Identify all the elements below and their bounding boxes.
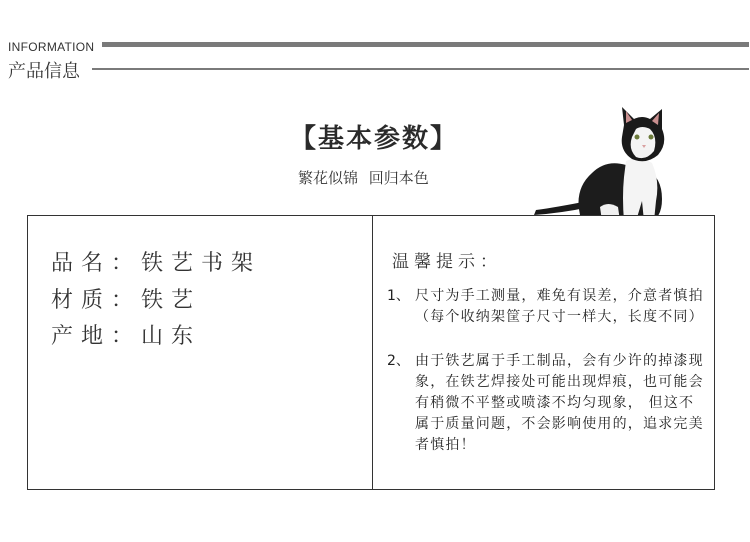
product-info-label: 产品信息	[8, 61, 80, 82]
spec-name	[51, 246, 261, 277]
tip-number: 1、	[387, 288, 410, 304]
spec-origin-value: 山东	[141, 324, 202, 349]
header-rule-thick	[102, 42, 749, 47]
information-label: INFORMATION	[8, 40, 95, 54]
spec-material	[51, 283, 201, 314]
spec-name-value: 铁艺书架	[141, 251, 262, 276]
spec-origin	[51, 319, 201, 350]
section-title: 【基本参数】	[290, 124, 459, 154]
tip-text: 尺寸为手工测量，难免有误差，介意者慎拍（每个收纳架筐子尺寸一样大，长度不同）	[415, 288, 704, 325]
tip-number: 2、	[387, 353, 410, 369]
spec-name-label: 品名：	[51, 251, 142, 276]
tip-item	[387, 351, 709, 456]
cat-image	[528, 103, 668, 228]
section-subtitle: 繁花似锦 回归本色	[298, 169, 429, 187]
box-divider	[372, 215, 373, 490]
tips-title: 温馨提示：	[392, 252, 502, 272]
spec-origin-label: 产地：	[51, 324, 142, 349]
header-rule-thin	[92, 68, 749, 70]
tip-text: 由于铁艺属于手工制品，会有少许的掉漆现象，在铁艺焊接处可能出现焊痕，也可能会有稍微不平整或喷漆不均匀现象， 但这不属于质量问题，不会影响使用的，追求完美者慎拍！	[415, 353, 704, 453]
tip-item	[387, 286, 709, 328]
spec-material-value: 铁艺	[141, 288, 202, 313]
spec-material-label: 材质：	[51, 288, 142, 313]
